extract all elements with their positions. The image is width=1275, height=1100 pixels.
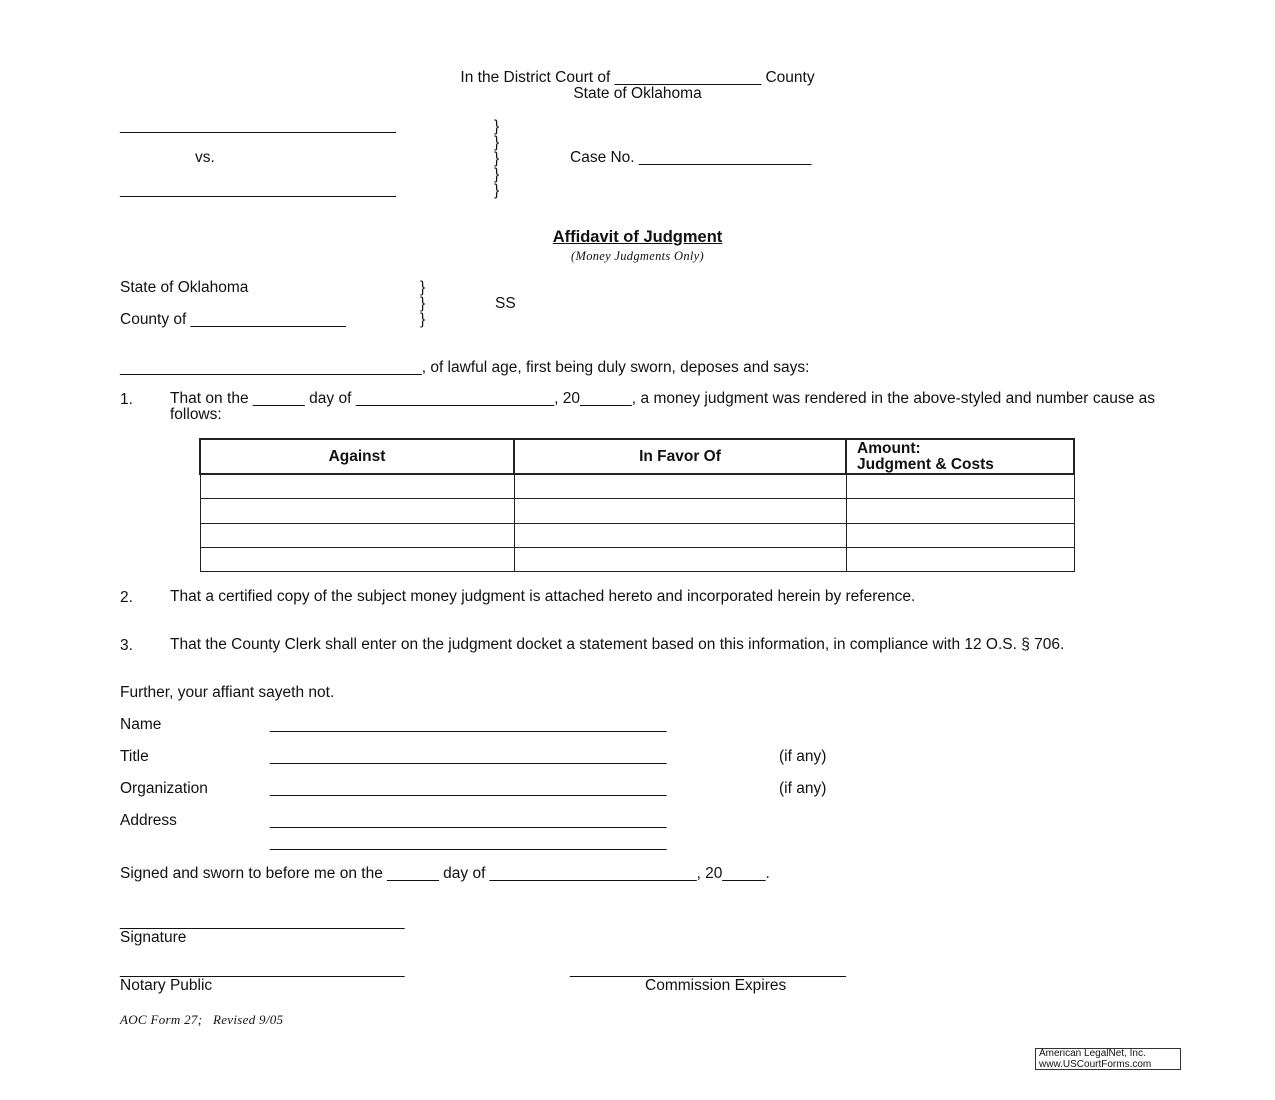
item-text: That the County Clerk shall enter on the judgment docket a statement based on this information, in compliance with 12 O.S. § 706. xyxy=(170,636,1065,653)
venue-brace: } xyxy=(420,279,426,296)
item-text: That on the ______ day of _______________________, 20______, a money judgment was rendered in the above-styled and number cause as follows: xyxy=(170,390,1155,423)
vs-label: vs. xyxy=(195,149,215,166)
signature-label: Signature xyxy=(120,929,187,946)
item-text: That a certified copy of the subject money judgment is attached hereto and incorporated herein by reference. xyxy=(170,588,916,605)
signature-line[interactable]: _________________________________ xyxy=(120,913,405,930)
table-cell[interactable] xyxy=(514,474,846,499)
publisher-box xyxy=(1035,1048,1181,1070)
further-statement: Further, your affiant sayeth not. xyxy=(120,684,335,701)
venue-brace: } xyxy=(420,311,426,328)
field-label-address: Address xyxy=(120,812,177,829)
amount-label: Amount: xyxy=(857,439,921,457)
caption-brace: } xyxy=(494,150,500,167)
defendant-line[interactable]: ________________________________ xyxy=(120,181,396,198)
item-number: 3. xyxy=(120,637,133,654)
field-label-name: Name xyxy=(120,716,162,733)
table-cell[interactable] xyxy=(514,499,846,523)
case-number-field[interactable]: Case No. ____________________ xyxy=(570,149,812,166)
affiant-intro[interactable]: ___________________________________, of lawful age, first being duly sworn, deposes and says: xyxy=(120,359,810,376)
column-header-against: Against xyxy=(200,439,514,474)
document-title: Affidavit of Judgment xyxy=(552,228,723,246)
table-row xyxy=(200,547,1074,571)
name-field[interactable]: ______________________________________________ xyxy=(270,716,667,733)
optional-note: (if any) xyxy=(779,780,827,797)
ss-label: SS xyxy=(495,295,516,312)
organization-field[interactable]: ______________________________________________ xyxy=(270,780,667,797)
table-cell[interactable] xyxy=(846,474,1074,499)
judgment-table xyxy=(199,438,1075,572)
table-cell[interactable] xyxy=(514,547,846,571)
plaintiff-line[interactable]: ________________________________ xyxy=(120,117,396,134)
table-cell[interactable] xyxy=(200,474,514,499)
publisher-name: American LegalNet, Inc. xyxy=(1039,1048,1146,1059)
item-number: 1. xyxy=(120,391,133,408)
caption-brace: } xyxy=(494,134,500,151)
table-row xyxy=(200,523,1074,547)
title-field[interactable]: ______________________________________________ xyxy=(270,748,667,765)
sworn-statement[interactable]: Signed and sworn to before me on the ______ day of ________________________, 20_____. xyxy=(120,865,770,882)
publisher-url: www.USCourtForms.com xyxy=(1039,1058,1152,1070)
optional-note: (if any) xyxy=(779,748,827,765)
table-cell[interactable] xyxy=(846,499,1074,523)
state-heading: State of Oklahoma xyxy=(573,85,702,102)
court-heading: In the District Court of _________________ County xyxy=(460,69,815,86)
venue-state: State of Oklahoma xyxy=(120,279,249,296)
field-label-organization: Organization xyxy=(120,780,208,797)
notary-line[interactable]: _________________________________ xyxy=(120,961,405,978)
table-row xyxy=(200,474,1074,499)
table-cell[interactable] xyxy=(846,523,1074,547)
column-header-in-favor-of: In Favor Of xyxy=(514,439,846,474)
notary-label: Notary Public xyxy=(120,977,213,994)
field-label-title: Title xyxy=(120,748,149,765)
form-identifier: AOC Form 27; Revised 9/05 xyxy=(120,1012,284,1027)
table-cell[interactable] xyxy=(846,547,1074,571)
commission-label: Commission Expires xyxy=(645,977,787,994)
caption-brace: } xyxy=(494,118,500,135)
table-row xyxy=(200,499,1074,523)
table-cell[interactable] xyxy=(200,523,514,547)
column-header-amount xyxy=(846,439,1074,474)
document-subtitle: (Money Judgments Only) xyxy=(571,249,704,263)
table-cell[interactable] xyxy=(514,523,846,547)
address-field-line-2[interactable]: ______________________________________________ xyxy=(270,834,667,851)
table-cell[interactable] xyxy=(200,547,514,571)
commission-line[interactable]: ________________________________ xyxy=(570,961,846,978)
venue-brace: } xyxy=(420,295,426,312)
venue-county-field[interactable]: County of __________________ xyxy=(120,311,346,328)
caption-brace: } xyxy=(494,166,500,183)
table-cell[interactable] xyxy=(200,499,514,523)
judgment-costs-label: Judgment & Costs xyxy=(857,455,994,473)
item-number: 2. xyxy=(120,589,133,606)
address-field[interactable]: ______________________________________________ xyxy=(270,812,667,829)
caption-brace: } xyxy=(494,182,500,199)
